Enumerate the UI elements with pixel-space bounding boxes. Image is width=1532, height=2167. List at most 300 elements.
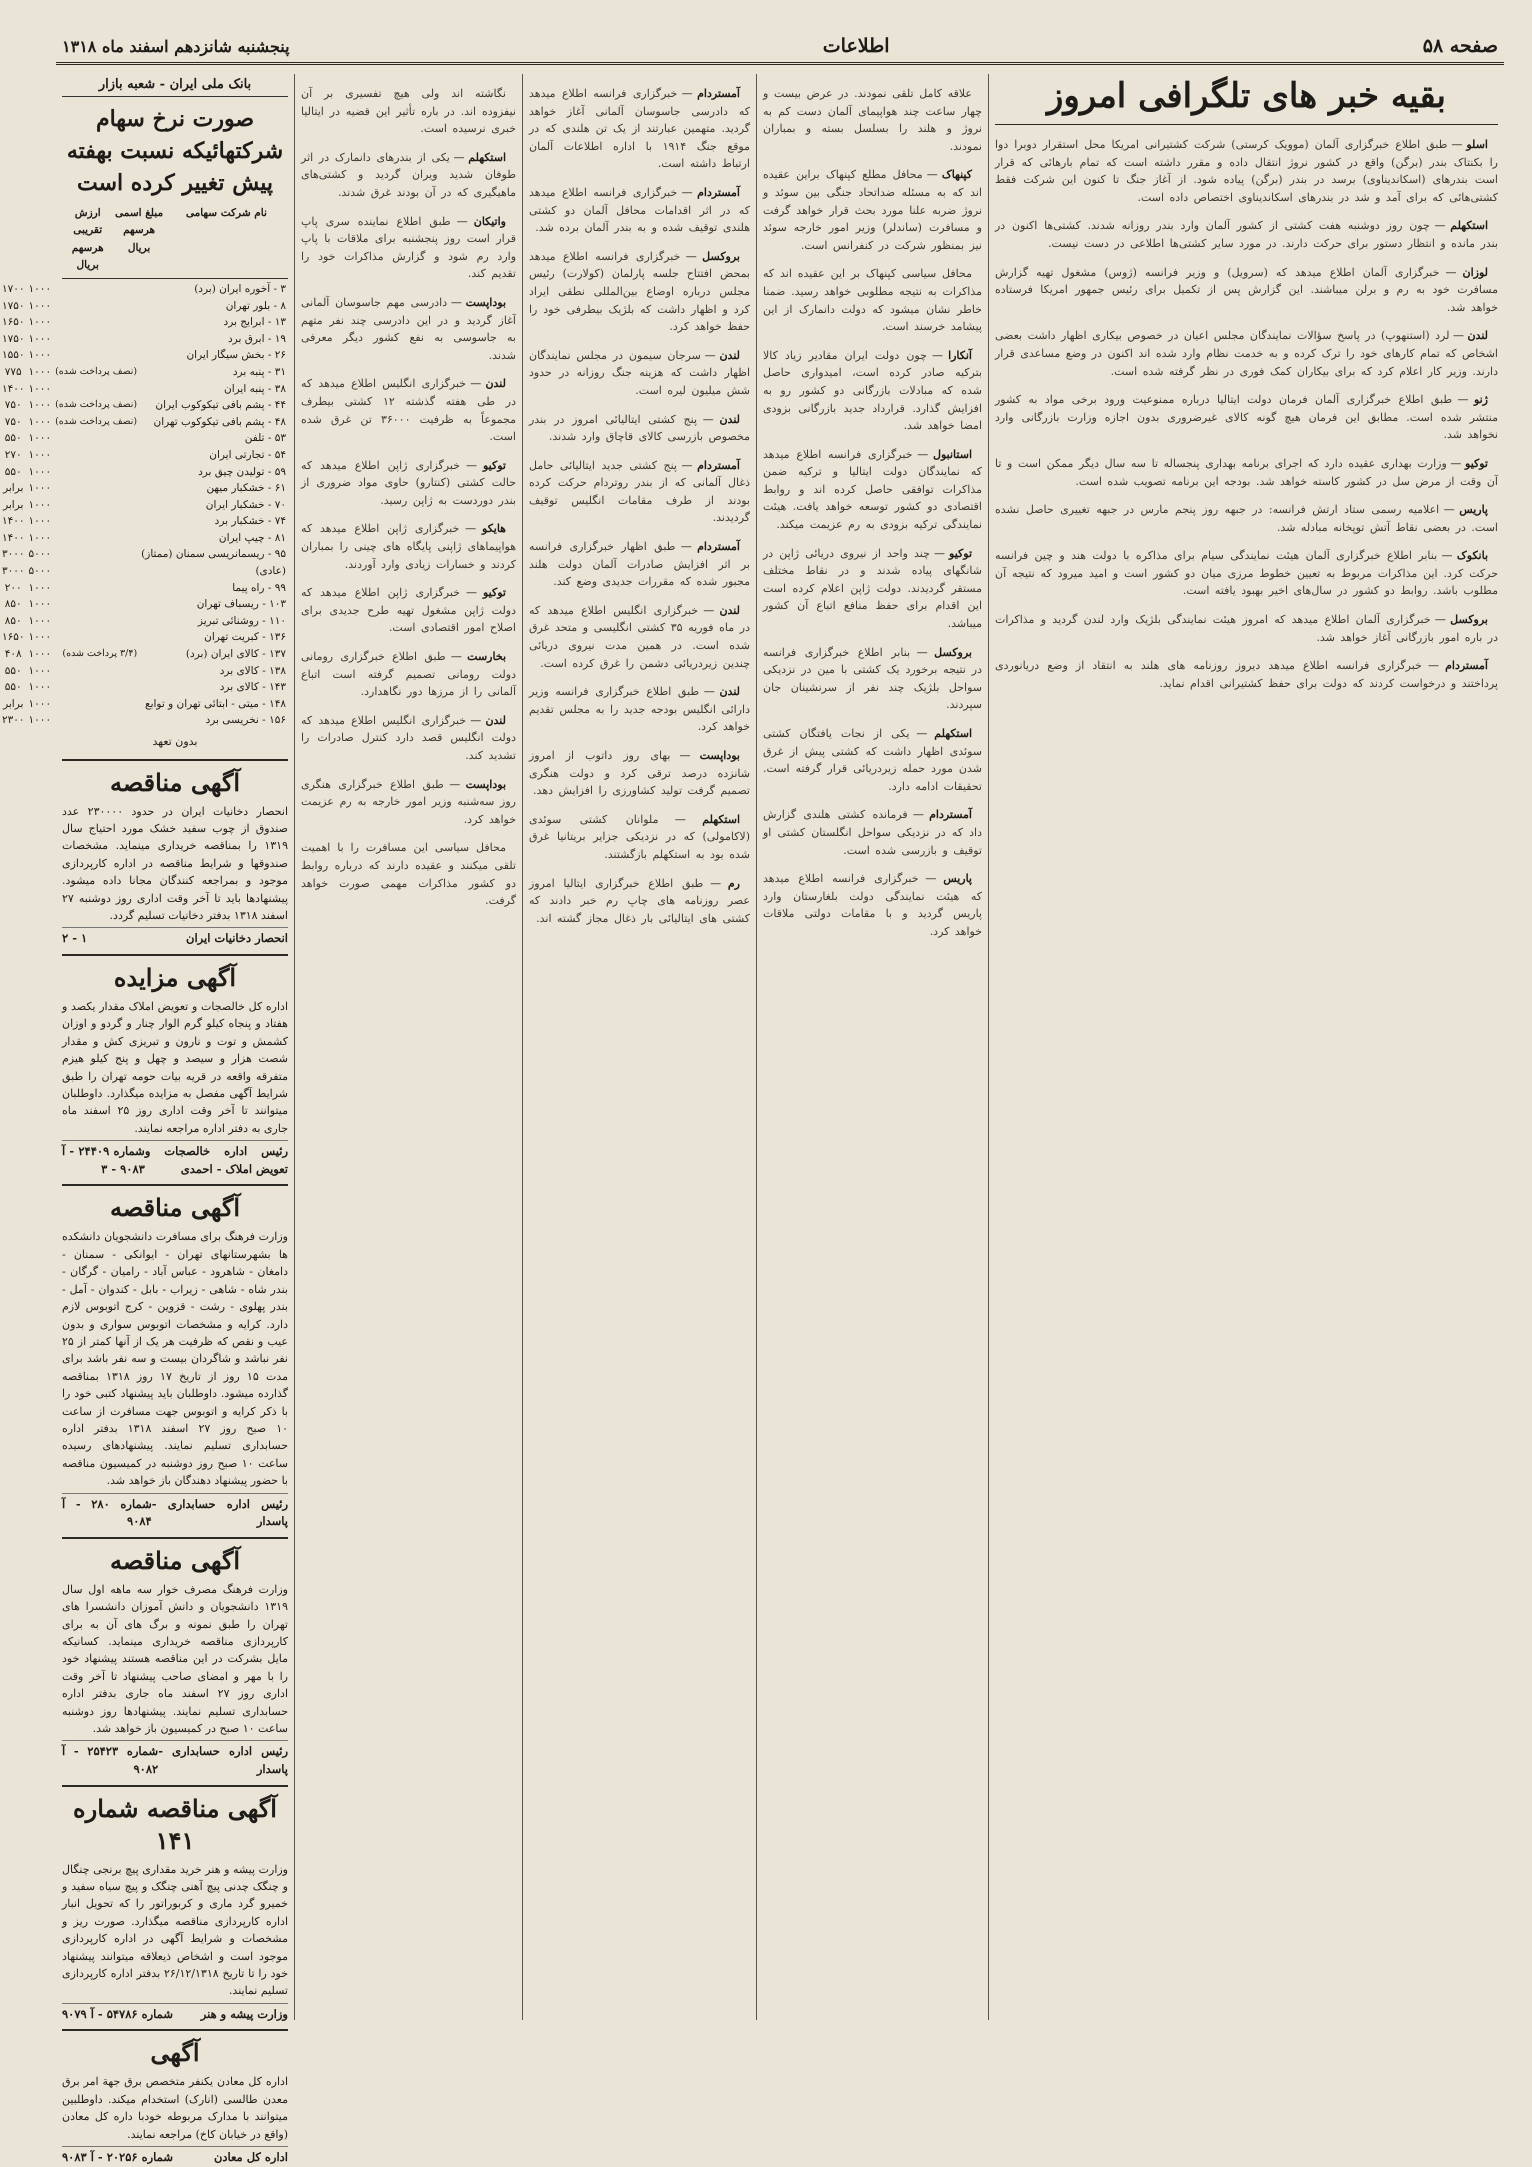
- news-item: ژنو — طبق اطلاع خبرگزاری آلمان فرمان دولت ایتالیا درباره ممنوعیت ورود برخی مواد به کشور منتشر شده است. مطابق این فرمان هیچ گونه کالای غیرضروری بدون اجازه وزارت بازرگانی وارد نخواهد شد.: [995, 393, 1498, 442]
- bank-header: بانک ملی ایران - شعبه بازار: [62, 74, 288, 97]
- company-name: ۳ - آخوره ایران (برد): [194, 282, 286, 295]
- company-name: ۹۵ - ریسمانریسی سمنان (ممتاز): [141, 548, 286, 561]
- company-name: ۹۹ - راه پیما: [232, 581, 286, 594]
- company-name: ۱۳۷ - کالای ایران (برد): [185, 648, 286, 661]
- notice-title: آگهی مزایده: [113, 963, 237, 993]
- approx-price: ۱۴۰۰: [1, 515, 25, 528]
- news-body: طبق اظهار خبرگزاری فرانسه بر اثر افزایش صادرات آلمان دولت هلند مجبور شده که مقررات جدیدی وضع کند.: [529, 540, 750, 589]
- news-dateline: بروکسل: [702, 249, 740, 263]
- news-dateline: آمستردام: [929, 808, 972, 822]
- news-dateline: هایکو: [482, 522, 506, 536]
- news-dateline: آمستردام: [697, 87, 740, 100]
- news-body: طبق اطلاع خبرگزاری هنگری روز سه‌شنبه وزیر امور خارجه به رم عزیمت خواهد کرد.: [301, 777, 516, 826]
- company-name: ۸۱ - چیپ ایران: [218, 531, 286, 544]
- news-item: استکهلم — یکی از نجات یافتگان کشتی سوئدی اظهار داشت که کشتی پیش از غرق شدن مورد حمله زیردریائی قرار گرفته است. تحقیقات ادامه دارد.: [763, 727, 982, 793]
- news-body: خبرگزاری آلمان اطلاع میدهد که (سرویل) و وزیر فرانسه (ژوس) مشغول تهیه گزارش مسافرت خود به رم و برلن میباشند. این گزارش پس از تکمیل برای رئیس جمهور امریکا فرستاده خواهد شد.: [995, 265, 1498, 314]
- news-item: آمستردام — پنج کشتی جدید ایتالیائی حامل ذغال آلمانی که از بندر روتردام حرکت کرده بودند از طرف مقامات انگلیس توقیف گردیدند.: [529, 458, 750, 525]
- news-dateline: لندن: [1467, 329, 1488, 343]
- table-row: [0, 629, 288, 646]
- news-body: وزارت بهداری عقیده دارد که اجرای برنامه بهداری پنجساله تا سه سال دیگر ممکن است و تا آن وقت از مرض سل در کشور کاسته خواهد شد. بودجه این برنامه تصویب شده است.: [995, 456, 1498, 488]
- news-dateline: بروکسل: [934, 645, 972, 659]
- news-item: پاریس — اعلامیه رسمی ستاد ارتش فرانسه: در جبهه روز پنجم مارس در جبهه تغییری حاصل نشده است. در بعضی نقاط آتش توپخانه مبادله شد.: [995, 503, 1498, 534]
- news-item: آمستردام — خبرگزاری فرانسه اطلاع میدهد دیروز روزنامه های هلند به انتقاد از وضع دریانوردی پرداختند و درخواست کردند که دولت برای حفظ کشتیرانی اقدام نماید.: [995, 659, 1498, 690]
- news-list: [995, 136, 1498, 692]
- news-item: توکیو — وزارت بهداری عقیده دارد که اجرای برنامه بهداری پنجساله تا سه سال دیگر ممکن است و تا آن وقت از مرض سل در کشور کاسته خواهد شد. بودجه این برنامه تصویب شده است.: [995, 456, 1498, 488]
- telegraph-news-column: [988, 74, 1504, 2020]
- approx-price: برابر: [3, 498, 24, 511]
- news-item: کپنهاک — محافل مطلع کپنهاک براین عقیده اند که به مسئله ضداتحاد جنگی بین سوئد و نروژ ضربه علنا مورد بحث قرار خواهد گرفت و مسافرت (ساندلر) وزیر امور خارجه سوئد نیز بمنظور شرکت در کنفرانس است.: [763, 168, 982, 252]
- ads-column: [1, 74, 294, 2165]
- news-body: پنج کشتی ایتالیائی امروز در بندر مخصوص بازرسی کالای قاچاق وارد شدند.: [529, 412, 750, 444]
- company-name: (عادی): [255, 565, 286, 578]
- news-dateline: آمستردام: [697, 458, 740, 472]
- company-name: ۱۴۸ - میتی - ابتائی تهران و توابع: [144, 697, 286, 710]
- notice-signature: [62, 1140, 288, 1178]
- news-dateline: آمستردام: [697, 185, 740, 199]
- notice-reference: ۱ - ۲: [62, 931, 88, 946]
- notice-body: اداره کل خالصجات و تعویض املاک مقدار یکصد و هفتاد و پنجاه کیلو گرم الوار چنار و گردو و اوزان کشمش و توت و نارون و تبریزی کش و مقدار شصت هزار و سیصد و چهل و پنج کیلو هیزم متفرقه واقعه در قریه بیات حومه تهران را طبق شرایط آگهی مفصل به مزایده میگذارد. داوطلبان میتوانند تا آخر وقت اداری روز ۲۵ اسفند ماه جاری به دفتر اداره مراجعه نمایند.: [62, 1000, 288, 1135]
- news-body: خبرگزاری ژاپن اطلاع میدهد که حالت کشتی (کنتارو) حاوی مواد ضروری از بندر دوردست به ژاپن رسید.: [301, 458, 516, 507]
- notice-box: [62, 1537, 288, 1779]
- news-body: بهای روز داتوب از امروز شانزده درصد ترقی کرد و دولت هنگری تصمیم گرفت تولید کشاورزی را افزایش دهد.: [529, 749, 750, 798]
- rates-table: [0, 281, 288, 729]
- news-item: بروکسل — خبرگزاری آلمان اطلاع میدهد که امروز هیئت نمایندگی بلژیک وارد لندن گردید و مذاکرات در باره امور بازرگانی آغاز خواهد شد.: [995, 613, 1498, 644]
- table-row: [0, 414, 288, 431]
- nominal-value: ۵۰۰۰: [28, 565, 52, 578]
- approx-price: ۱۷۵۰: [1, 299, 25, 312]
- table-row: [0, 712, 288, 729]
- nominal-value: ۱۰۰۰: [28, 382, 52, 395]
- approx-price: ۱۷۰۰: [1, 282, 25, 295]
- news-dateline: استکهلم: [468, 150, 506, 164]
- news-dateline: توکیو: [949, 546, 973, 560]
- table-row: [0, 397, 288, 414]
- news-item: بوداپست — بهای روز داتوب از امروز شانزده درصد ترقی کرد و دولت هنگری تصمیم گرفت تولید کشاورزی را افزایش دهد.: [529, 749, 750, 798]
- payment-note: [53, 430, 139, 447]
- table-row: [0, 663, 288, 680]
- company-name: ۵۳ - تلفن: [244, 432, 286, 445]
- notice-body: وزارت فرهنگ مصرف خوار سه ماهه اول سال ۱۳۱۹ دانشجویان و دانش آموزان دانشسرا های تهران را طبق نمونه و برگ های آن به برای کارپردازی مناقصه خریداری مینماید. کسانیکه مایل بشرکت در این مناقصه هستند پیشنهاد خود را با مهر و امضای صاحب پیشنهاد تا آخر وقت اداری روز ۲۷ اسفند ماه جاری بدفتر اداره حسابداری تسلیم نمایند. پیشنهادها روز دوشنبه ساعت ۱۰ صبح در کمیسیون باز خواهد شد.: [62, 1582, 289, 1735]
- payment-note: [53, 447, 139, 464]
- approx-price: ۱۴۰۰: [1, 382, 25, 395]
- company-name: ۱۴۳ - کالای برد: [219, 681, 286, 694]
- payment-note: [53, 497, 139, 514]
- company-name: ۱۳۶ - کبریت تهران: [204, 631, 286, 644]
- notice-body: اداره کل معادن یکنفر متخصص برق جهة امر برق معدن طالسی (انارک) استخدام میکند. داوطلبین میتوانند با مدارک مربوطه خودبا داره کل معادن (واقع در خیابان کاخ) مراجعه نمایند.: [62, 2075, 288, 2141]
- table-row: [0, 596, 288, 613]
- table-row: [0, 430, 288, 447]
- table-row: [0, 530, 288, 547]
- company-name: ۷۴ - خشکبار برد: [214, 515, 286, 528]
- payment-note: [53, 314, 139, 331]
- news-dateline: ژنو: [1473, 393, 1488, 407]
- notice-signature: [62, 2146, 288, 2167]
- news-item: استکهلم — چون روز دوشنبه هفت کشتی از کشور آلمان وارد بندر روزانه شدند. کشتی‌ها اکنون در بندر مانده و انتظار دستور برای حرکت دارند. در مورد سایر کشتی‌ها اطلاعی در دست نیست.: [995, 219, 1498, 250]
- nominal-value: ۱۰۰۰: [28, 714, 52, 727]
- news-dateline: بانکوک: [1456, 549, 1488, 563]
- approx-price: ۳۰۰۰: [1, 548, 25, 561]
- nominal-value: ۱۰۰۰: [28, 664, 52, 677]
- nominal-value: ۱۰۰۰: [28, 365, 52, 378]
- news-item: لندن — خبرگزاری انگلیس اطلاع میدهد که در ماه فوریه ۳۵ کشتی انگلیسی و متحد غرق شده است. در همین مدت نیروی دریائی چندین زیردریائی دشمن را غرق کرده است.: [529, 603, 750, 670]
- col-header-nominal: مبلغ اسمی هرسهم بریال: [115, 206, 164, 254]
- payment-note: [53, 281, 139, 298]
- news-item: آمستردام — خبرگزاری فرانسه اطلاع میدهد که دادرسی جاسوسان آلمانی آغاز خواهد گردید. متهمین عبارتند از یک تن هلندی که در موقع جنگ ۱۹۱۴ با اداره اطلاعات آلمان ارتباط داشته است.: [529, 87, 750, 171]
- approx-price: ۲۳۰۰: [1, 714, 25, 727]
- notice-title: آگهی مناقصه شماره ۱۴۱: [73, 1793, 277, 1855]
- news-dateline: بوداپست: [465, 295, 506, 309]
- page-label: صفحه ۵۸: [1422, 35, 1498, 57]
- approx-price: ۵۵۰: [4, 465, 22, 478]
- company-name: ۱۳۸ - کالای برد: [219, 664, 286, 677]
- news-dateline: لندن: [719, 685, 740, 699]
- table-row: [0, 679, 288, 696]
- news-body: ملوانان کشتی سوئدی (لاکامولی) که در نزدیکی جزایر بریتانیا غرق شده بود به استکهلم بازگشتند.: [529, 812, 750, 861]
- notice-reference: شماره ۲۸۰ - آ ۹۰۸۴: [62, 1496, 152, 1529]
- news-item: توکیو — چند واحد از نیروی دریائی ژاپن در شانگهای پیاده شدند و در نقاط مختلف مستقر گردیدند. دولت ژاپن اعلام کرده است این اقدام برای حفظ منافع اتباع آن کشور میباشد.: [763, 546, 982, 631]
- news-body: خبرگزاری فرانسه اطلاع میدهد که در اثر اقدامات محافل آلمان دو کشتی هلندی توقیف شده و به بندر آلمان برده شد.: [529, 185, 750, 235]
- payment-note: [53, 331, 139, 348]
- nominal-value: ۱۰۰۰: [28, 282, 52, 295]
- news-body: طبق اطلاع خبرگزاری آلمان فرمان دولت ایتالیا درباره ممنوعیت ورود برخی مواد به کشور منتشر شده است. مطابق این فرمان هیچ گونه کالای غیرضروری بدون اجازه وزارت بازرگانی وارد نخواهد شد.: [995, 393, 1498, 442]
- news-body: طبق اطلاع خبرگزاری فرانسه وزیر دارائی انگلیس بودجه جدید را به مجلس تقدیم خواهد کرد.: [529, 685, 750, 734]
- company-name: ۱۵۶ - نخریسی برد: [205, 714, 286, 727]
- news-dateline: استکهلم: [1450, 219, 1488, 233]
- news-list: [529, 85, 750, 927]
- table-row: [0, 563, 288, 580]
- news-item: بخارست — طبق اطلاع خبرگزاری رومانی دولت رومانی تصمیم گرفته است اتباع آلمانی را از مرزها دور نگاهدارد.: [301, 650, 516, 699]
- news-column-4: [294, 74, 522, 2020]
- company-name: ۲۶ - بخش سیگار ایران: [186, 349, 286, 362]
- approx-price: ۲۰۰: [4, 581, 22, 594]
- notice-signature: [62, 1493, 288, 1531]
- notice-signer: رئیس اداره خالصجات و تعویض املاک - احمدی: [144, 1144, 288, 1176]
- approx-price: ۵۵۰: [4, 664, 22, 677]
- news-body: بنابر اطلاع خبرگزاری فرانسه در نتیجه برخورد یک کشتی با مین در نزدیکی سواحل بلژیک چند نفر از سرنشینان جان سپردند.: [763, 645, 982, 712]
- news-body: فرمانده کشتی هلندی گزارش داد که در نزدیکی سواحل انگلستان کشتی او توقیف و بازرسی شده است.: [763, 808, 982, 857]
- nominal-value: ۱۰۰۰: [28, 465, 52, 478]
- approx-price: ۱۴۰۰: [1, 531, 25, 544]
- paper-name: اطلاعات: [822, 35, 890, 57]
- news-body: علاقه کامل تلقی نمودند. در عرض بیست و چهار ساعت چند هواپیمای آلمان دست کم به نروژ و هلند را بسلسل بسته و بمباران نمودند.: [763, 87, 982, 153]
- notice-box: [62, 954, 288, 1178]
- notice-reference: شماره ۲۵۴۲۳ - آ ۹۰۸۲: [62, 1744, 159, 1776]
- table-row: [0, 447, 288, 464]
- news-dateline: بخارست: [467, 650, 506, 664]
- nominal-value: ۱۰۰۰: [28, 482, 52, 495]
- notice-body: وزارت فرهنگ برای مسافرت دانشجویان دانشکده ها بشهرستانهای تهران - ایوانکی - سمنان - دامغان - شاهرود - عباس آباد - رامیان - گرگان - بندر شاه - شاهی - زیراب - بابل - کندوان - آمل - بندر پهلوی - رشت - قزوین - کرج اتوبوس لازم دارد. کرایه و مشخصات اتوبوس سواری و بدون عیب و نقص که ظرفیت هر یک از آنها کمتر از ۲۵ نفر نباشد و شاگردان بیست و سه نفر باشد برای مدت ۱۵ روز از تاریخ ۱۷ روز ۱۳۱۸ بمناقصه گذارده میشود. داوطلبان باید پیشنهاد کتبی خود را با ذکر کرایه و اتوبوس جهت مسافرت از ساعت ۱۰ صبح روز ۲۷ اسفند ۱۳۱۸ بدفتر اداره حسابداری تسلیم نمایند. پیشنهادهای رسیده ساعت ۱۰ صبح روز دوشنبه در کمیسیون مناقصه با حضور پیشنهاد دهندگان باز خواهد شد.: [62, 1230, 289, 1488]
- payment-note: [53, 596, 139, 613]
- news-item: [301, 839, 516, 909]
- company-name: ۵۹ - تولیدن چیق برد: [198, 465, 286, 478]
- news-dateline: لندن: [485, 377, 506, 391]
- news-body: طبق اطلاع نماینده سری پاپ قرار است روز پنجشنبه برای ملاقات با پاپ وارد رم شود و گزارش مذاکرات خود را تقدیم کند.: [301, 214, 516, 281]
- notices-list: [62, 759, 288, 2167]
- notice-signer: انحصار دخانیات ایران: [186, 931, 288, 946]
- approx-price: ۵۵۰: [4, 432, 22, 445]
- company-name: ۴۴ - پشم بافی تیکوکوب ایران: [155, 399, 286, 412]
- news-dateline: بوداپست: [465, 777, 506, 791]
- notice-title: آگهی مناقصه: [109, 767, 241, 797]
- news-item: آمستردام — طبق اظهار خبرگزاری فرانسه بر اثر افزایش صادرات آلمان دولت هلند مجبور شده که مقررات جدیدی وضع کند.: [529, 540, 750, 589]
- news-item: بانکوک — بنابر اطلاع خبرگزاری آلمان هیئت نمایندگی سیام برای مذاکره با دولت هند و چین فرانسه حرکت کرد. این مذاکرات مربوط به تعیین خطوط مرزی میان دو کشور است و امید میرود که نتیجه آن مطلوب باشد. روابط دو کشور در سال‌های اخیر بهبود یافته است.: [995, 549, 1498, 598]
- notice-signature: [62, 2003, 288, 2024]
- news-body: محافل سیاسی کپنهاک بر این عقیده اند که مذاکرات به نتیجه مطلوبی خواهد رسید. ضمنا خاطر نشان میشود که دولت دانمارک از این پیشامد خرسند است.: [763, 267, 982, 334]
- news-item: پاریس — خبرگزاری فرانسه اطلاع میدهد که هیئت نمایندگی دولت بلغارستان وارد پاریس گردید و با مقامات دولتی ملاقات خواهد کرد.: [763, 872, 982, 938]
- news-item: آمستردام — خبرگزاری فرانسه اطلاع میدهد که در اثر اقدامات محافل آلمان دو کشتی هلندی توقیف شده و به بندر آلمان برده شد.: [529, 185, 750, 235]
- company-name: ۶۱ - خشکبار میهن: [206, 482, 286, 495]
- notice-box: [62, 1785, 288, 2024]
- news-dateline: رم: [727, 876, 740, 890]
- payment-note: [53, 513, 139, 530]
- news-dateline: لندن: [719, 603, 740, 617]
- company-name: ۱۰۳ - ریسباف تهران: [196, 598, 286, 611]
- table-row: [0, 646, 288, 663]
- nominal-value: ۱۰۰۰: [28, 697, 52, 710]
- news-body: خبرگزاری فرانسه اطلاع میدهد که نمایندگان دولت ایتالیا و ترکیه ضمن مذاکرات توافقی حاصل کرده اند و روابط اقتصادی دو کشور توسعه خواهد یافت. هیئت نمایندگی ترکیه بزودی به رم عزیمت میکند.: [763, 447, 982, 532]
- approx-price: ۴۰۸: [4, 648, 22, 661]
- nominal-value: ۱۰۰۰: [28, 448, 52, 461]
- notice-title: آگهی مناقصه: [109, 1545, 241, 1575]
- notice-signature: [62, 927, 288, 948]
- table-row: [0, 314, 288, 331]
- approx-price: ۵۵۰: [4, 681, 22, 694]
- notice-signer: اداره کل معادن: [213, 2150, 288, 2165]
- table-row: [0, 480, 288, 497]
- approx-price: برابر: [3, 482, 24, 495]
- news-body: اعلامیه رسمی ستاد ارتش فرانسه: در جبهه روز پنجم مارس در جبهه تغییری حاصل نشده است. در بعضی نقاط آتش توپخانه مبادله شد.: [995, 503, 1498, 534]
- news-item: لندن — لرد (استنهوپ) در پاسخ سؤالات نمایندگان مجلس اعیان در خصوص بیکاری اظهار داشت بعضی اشخاص که تمام کارهای خود را ترک کرده و به خدمت نظام وارد شده اند اکنون در وضع مساعدی قرار دارند. وزیر کار اعلام کرد که برای بیکاران کمک فوری در نظر گرفته شده است.: [995, 329, 1498, 378]
- news-dateline: لندن: [719, 412, 740, 426]
- news-dateline: استکهلم: [702, 812, 740, 826]
- approx-price: ۱۵۵۰: [1, 349, 25, 362]
- news-dateline: واتیکان: [473, 214, 506, 228]
- nominal-value: ۱۰۰۰: [28, 614, 52, 627]
- approx-price: ۱۶۵۰: [1, 316, 25, 329]
- news-body: خبرگزاری انگلیس اطلاع میدهد که دولت انگلیس قصد دارد کنترل صادرات را تشدید کند.: [301, 713, 516, 762]
- news-dateline: آمستردام: [697, 540, 740, 554]
- news-dateline: بروکسل: [1450, 613, 1488, 627]
- approx-price: ۱۷۵۰: [1, 332, 25, 345]
- payment-note: [53, 629, 139, 646]
- news-column-3: [522, 74, 756, 2020]
- nominal-value: ۱۰۰۰: [28, 432, 52, 445]
- news-dateline: استانبول: [933, 447, 972, 461]
- payment-note: [53, 696, 139, 713]
- news-item: [763, 85, 982, 155]
- news-dateline: آنکارا: [948, 348, 972, 362]
- company-name: ۵۴ - تجارتی ایران: [209, 448, 286, 461]
- news-dateline: بوداپست: [699, 749, 740, 762]
- nominal-value: ۱۰۰۰: [28, 681, 52, 694]
- news-dateline: توکیو: [483, 458, 506, 472]
- nominal-value: ۱۰۰۰: [28, 332, 52, 345]
- nominal-value: ۱۰۰۰: [28, 581, 52, 594]
- news-dateline: توکیو: [483, 586, 506, 600]
- news-column-2: [756, 74, 988, 2020]
- notice-title: آگهی مناقصه: [109, 1193, 241, 1223]
- news-item: رم — طبق اطلاع خبرگزاری ایتالیا امروز عصر روزنامه های چاپ رم خبر دادند که کشتی های ایتالیائی بار ذغال مجاز گشته اند.: [529, 876, 750, 925]
- table-row: [0, 364, 288, 381]
- payment-note: [53, 712, 139, 729]
- news-item: آنکارا — چون دولت ایران مقادیر زیاد کالا بترکیه صادر کرده است، امیدواری حاصل شده که مبادلات بازرگانی دو کشور رو به افزایش گذارد. قرارداد جدید بازرگانی بزودی امضا خواهد شد.: [763, 348, 982, 433]
- table-row: [0, 613, 288, 630]
- company-name: ۷۰ - خشکبار ایران: [205, 498, 286, 511]
- news-body: چند واحد از نیروی دریائی ژاپن در شانگهای پیاده شدند و در نقاط مختلف مستقر گردیدند. دولت ژاپن اعلام کرده است این اقدام برای حفظ منافع اتباع آن کشور میباشد.: [763, 546, 982, 631]
- news-body: خبرگزاری فرانسه اطلاع میدهد که هیئت نمایندگی دولت بلغارستان وارد پاریس گردید و با مقامات دولتی ملاقات خواهد کرد.: [763, 872, 982, 938]
- news-body: بنابر اطلاع خبرگزاری آلمان هیئت نمایندگی سیام برای مذاکره با دولت هند و چین فرانسه حرکت کرد. این مذاکرات مربوط به تعیین خطوط مرزی میان دو کشور است و امید میرود که نتیجه آن مطلوب باشد. روابط دو کشور در سال‌های اخیر بهبود یافته است.: [995, 549, 1498, 598]
- news-item: بوداپست — طبق اطلاع خبرگزاری هنگری روز سه‌شنبه وزیر امور خارجه به رم عزیمت خواهد کرد.: [301, 777, 516, 826]
- bank-footer: بدون تعهد: [152, 735, 198, 748]
- col-header-price: ارزش تقریبی هرسهم بریال: [71, 206, 104, 272]
- nominal-value: ۱۰۰۰: [28, 648, 52, 661]
- table-row: [0, 298, 288, 315]
- payment-note: (نصف پرداخت شده): [55, 365, 138, 377]
- news-item: بروکسل — خبرگزاری فرانسه اطلاع میدهد بمحض افتتاح جلسه پارلمان (کولارت) رئیس مجلس درباره اوضاع بین‌المللی نطقی ایراد کرد و اظهار داشت که بلژیک بیطرفی خود را حفظ خواهد کرد.: [529, 249, 750, 334]
- nominal-value: ۱۰۰۰: [28, 415, 52, 428]
- approx-price: ۱۶۵۰: [1, 631, 25, 644]
- news-list: [301, 85, 516, 910]
- approx-price: برابر: [3, 697, 24, 710]
- news-dateline: استکهلم: [934, 727, 972, 740]
- news-body: یکی از بندرهای دانمارک در اثر طوفان شدید ویران گردید و کشتی‌های ماهیگیری که در آن بودند غرق شدند.: [301, 150, 516, 199]
- nominal-value: ۱۰۰۰: [28, 399, 52, 412]
- news-body: نگاشته اند ولی هیچ تفسیری بر آن نیفزوده اند. در باره تأثیر این قضیه در ایتالیا خبری نرسیده است.: [301, 87, 516, 136]
- news-list: [763, 85, 982, 941]
- news-body: خبرگزاری فرانسه اطلاع میدهد که دادرسی جاسوسان آلمانی آغاز خواهد گردید. متهمین عبارتند از یک تن هلندی که در موقع جنگ ۱۹۱۴ با اداره اطلاعات آلمان ارتباط داشته است.: [529, 87, 750, 171]
- news-item: آمستردام — فرمانده کشتی هلندی گزارش داد که در نزدیکی سواحل انگلستان کشتی او توقیف و بازرسی شده است.: [763, 808, 982, 857]
- bank-rates-box: [1, 74, 288, 751]
- approx-price: ۸۵۰: [4, 614, 22, 627]
- approx-price: ۷۵۰: [4, 415, 22, 428]
- notice-body: وزارت پیشه و هنر خرید مقداری پیچ برنجی چنگال و چنگک چدنی پیچ آهنی چنگک و پیچ سیاه سفید و خمیرو گرد ماری و کربوراتور را که تحویل انبار اداره کارپردازی مناقصه میگذارد. صورت ریز و مشخصات و شرایط آگهی در اداره کارپردازی موجود است و اشخاص ذیعلاقه میتوانند پیشنهاد خود را تا تاریخ ۲۶/۱۲/۱۳۱۸ بدفتر اداره کارپردازی تسلیم نمایند.: [62, 1862, 288, 1998]
- news-item: بروکسل — بنابر اطلاع خبرگزاری فرانسه در نتیجه برخورد یک کشتی با مین در نزدیکی سواحل بلژیک چند نفر از سرنشینان جان سپردند.: [763, 645, 982, 712]
- news-item: توکیو — خبرگزاری ژاپن اطلاع میدهد که حالت کشتی (کنتارو) حاوی مواد ضروری از بندر دوردست به ژاپن رسید.: [301, 458, 516, 507]
- news-body: سرجان سیمون در مجلس نمایندگان اظهار داشت که هزینه جنگ روزانه در حدود شش میلیون لیره است.: [529, 348, 750, 397]
- payment-note: (نصف پرداخت شده): [55, 399, 138, 411]
- news-body: خبرگزاری انگلیس اطلاع میدهد که در طی هفته گذشته ۱۲ کشتی بیطرف مجموعاً به ظرفیت ۳۶۰۰۰ تن غرق شده است.: [301, 377, 516, 444]
- notice-box: [62, 759, 288, 948]
- approx-price: ۳۰۰۰: [1, 565, 25, 578]
- news-item: لندن — سرجان سیمون در مجلس نمایندگان اظهار داشت که هزینه جنگ روزانه در حدود شش میلیون لیره است.: [529, 348, 750, 397]
- news-item: لوزان — خبرگزاری آلمان اطلاع میدهد که (سرویل) و وزیر فرانسه (ژوس) مشغول تهیه گزارش مسافرت خود به رم و برلن میباشند. این گزارش پس از تکمیل برای رئیس جمهور امریکا فرستاده خواهد شد.: [995, 265, 1498, 314]
- news-item: [763, 265, 982, 335]
- notice-signer: رئیس اداره حسابداری - پاسدار: [158, 1744, 288, 1776]
- news-body: طبق اطلاع خبرگزاری ایتالیا امروز عصر روزنامه های چاپ رم خبر دادند که کشتی های ایتالیائی بار ذغال مجاز گشته اند.: [529, 876, 750, 925]
- col-header-name: نام شرکت سهامی: [185, 206, 267, 219]
- nominal-value: ۱۰۰۰: [28, 631, 52, 644]
- table-row: [0, 281, 288, 298]
- table-row: [0, 497, 288, 514]
- news-item: استکهلم — یکی از بندرهای دانمارک در اثر طوفان شدید ویران گردید و کشتی‌های ماهیگیری که در آن بودند غرق شدند.: [301, 150, 516, 199]
- notice-box: [62, 1184, 288, 1530]
- news-body: خبرگزاری فرانسه اطلاع میدهد دیروز روزنامه های هلند به انتقاد از وضع دریانوردی پرداختند و درخواست کردند که دولت برای حفظ کشتیرانی اقدام نماید.: [995, 659, 1498, 690]
- table-row: [0, 347, 288, 364]
- news-item: لندن — خبرگزاری انگلیس اطلاع میدهد که در طی هفته گذشته ۱۲ کشتی بیطرف مجموعاً به ظرفیت ۳۶۰۰۰ تن غرق شده است.: [301, 377, 516, 444]
- notice-signer: رئیس اداره حسابداری - پاسدار: [151, 1496, 288, 1529]
- news-dateline: پاریس: [1459, 503, 1488, 517]
- news-item: توکیو — خبرگزاری ژاپن اطلاع میدهد که دولت ژاپن مشغول تهیه طرح جدیدی برای اصلاح امور اقتصادی است.: [301, 586, 516, 635]
- news-dateline: کپنهاک: [941, 168, 972, 182]
- notice-signer: وزارت پیشه و هنر: [200, 2006, 288, 2021]
- news-body: چون روز دوشنبه هفت کشتی از کشور آلمان وارد بندر روزانه شدند. کشتی‌ها اکنون در بندر مانده و انتظار دستور برای حرکت دارند. در مورد سایر کشتی‌ها اطلاعی در دست نیست.: [995, 219, 1498, 250]
- notice-box: [62, 2029, 288, 2166]
- nominal-value: ۱۰۰۰: [28, 498, 52, 511]
- column-area: [1, 74, 1504, 2165]
- notice-reference: شماره ۵۴۷۸۶ - آ ۹۰۷۹: [62, 2006, 173, 2021]
- news-body: خبرگزاری فرانسه اطلاع میدهد بمحض افتتاح جلسه پارلمان (کولارت) رئیس مجلس درباره اوضاع بین‌المللی نطقی ایراد کرد و اظهار داشت که بلژیک بیطرفی خود را حفظ خواهد کرد.: [529, 249, 750, 334]
- payment-note: [53, 613, 139, 630]
- company-name: ۱۳ - ابرایج برد: [223, 316, 286, 329]
- news-body: چون دولت ایران مقادیر زیاد کالا بترکیه صادر کرده است، امیدواری حاصل شده که مبادلات بازرگانی دو کشور رو به افزایش گذارد. قرارداد جدید بازرگانی بزودی امضا خواهد شد.: [763, 348, 982, 433]
- notice-title: آگهی: [150, 2038, 200, 2068]
- news-body: یکی از نجات یافتگان کشتی سوئدی اظهار داشت که کشتی پیش از غرق شدن مورد حمله زیردریائی قرار گرفته است. تحقیقات ادامه دارد.: [763, 727, 982, 793]
- news-body: طبق اطلاع خبرگزاری رومانی دولت رومانی تصمیم گرفته است اتباع آلمانی را از مرزها دور نگاهدارد.: [301, 650, 516, 699]
- payment-note: [53, 663, 139, 680]
- news-item: اسلو — طبق اطلاع خبرگزاری آلمان (موویک کرستی) شرکت کشتیرانی امریکا محل استقرار دوبرا دوا را بکنتاک بندر (برگن) واقع در کشور نروژ انتقال داده و مقرر داشته است که تمام بارهائی که قرار است بندرهای (اسکاندیناوی) برسد در بندر (برگن) پیاده شود. از آغاز جنگ تا کنون این شرکت فقط کشتی‌هائی که برای آمد و شد در بندرهای اسکاندیناوی اختصاص داده است.: [995, 138, 1498, 204]
- bank-column-headers: [62, 205, 288, 279]
- payment-note: (۳/۴ پرداخت شده): [62, 648, 138, 660]
- approx-price: ۷۵۰: [4, 399, 22, 412]
- news-body: خبرگزاری انگلیس اطلاع میدهد که در ماه فوریه ۳۵ کشتی انگلیسی و متحد غرق شده است. در همین مدت نیروی دریائی چندین زیردریائی دشمن را غرق کرده است.: [529, 603, 750, 670]
- nominal-value: ۱۰۰۰: [28, 515, 52, 528]
- payment-note: [53, 347, 139, 364]
- nominal-value: ۱۰۰۰: [28, 598, 52, 611]
- news-body: پنج کشتی جدید ایتالیائی حامل ذغال آلمانی که از بندر روتردام حرکت کرده بودند از طرف مقامات انگلیس توقیف گردیدند.: [529, 458, 750, 525]
- table-row: [0, 331, 288, 348]
- table-row: [0, 381, 288, 398]
- news-item: لندن — پنج کشتی ایتالیائی امروز در بندر مخصوص بازرسی کالای قاچاق وارد شدند.: [529, 412, 750, 444]
- table-row: [0, 580, 288, 597]
- payment-note: [53, 480, 139, 497]
- nominal-value: ۱۰۰۰: [28, 349, 52, 362]
- news-dateline: توکیو: [1465, 456, 1488, 470]
- page-headline: بقیه خبر های تلگرافی امروز: [995, 74, 1498, 125]
- bank-title: صورت نرخ سهام شرکتهائیکه نسبت بهفته پیش تغییر کرده است: [66, 105, 284, 196]
- company-name: ۳۱ - پنبه برد: [232, 365, 286, 378]
- news-item: لندن — طبق اطلاع خبرگزاری فرانسه وزیر دارائی انگلیس بودجه جدید را به مجلس تقدیم خواهد کرد.: [529, 685, 750, 734]
- news-body: خبرگزاری ژاپن اطلاع میدهد که دولت ژاپن مشغول تهیه طرح جدیدی برای اصلاح امور اقتصادی است.: [301, 586, 516, 635]
- payment-note: [53, 464, 139, 481]
- news-dateline: اسلو: [1466, 138, 1488, 151]
- payment-note: [53, 546, 139, 563]
- news-dateline: لوزان: [1462, 265, 1488, 279]
- news-item: لندن — خبرگزاری انگلیس اطلاع میدهد که دولت انگلیس قصد دارد کنترل صادرات را تشدید کند.: [301, 713, 516, 762]
- news-item: هایکو — خبرگزاری ژاپن اطلاع میدهد که هواپیماهای ژاپنی پایگاه های چینی را بمباران کردند و خسارات زیادی وارد آوردند.: [301, 522, 516, 571]
- nominal-value: ۵۰۰۰: [28, 548, 52, 561]
- notice-signature: [62, 1740, 288, 1778]
- company-name: ۴۸ - پشم بافی تیکوکوب تهران: [153, 415, 286, 428]
- table-row: [0, 464, 288, 481]
- company-name: ۱۱۰ - روشنائی تبریز: [197, 614, 286, 627]
- news-body: لرد (استنهوپ) در پاسخ سؤالات نمایندگان مجلس اعیان در خصوص بیکاری اظهار داشت بعضی اشخاص که تمام کارهای خود را ترک کرده و به خدمت نظام وارد شده اند اکنون در وضع مساعدی قرار دارند. وزیر کار اعلام کرد که برای بیکاران کمک فوری در نظر گرفته شده است.: [995, 329, 1498, 378]
- payment-note: (نصف پرداخت شده): [55, 415, 138, 427]
- nominal-value: ۱۰۰۰: [28, 316, 52, 329]
- notice-body: انحصار دخانیات ایران در حدود ۲۳۰۰۰۰ عدد صندوق از چوب سفید خشک مورد احتیاج سال ۱۳۱۹ را بمناقصه خریداری مینماید. مشخصات صندوقها و شرایط مناقصه در اداره کارپردازی موجود و بمراجعه کنندگان مجانا داده میشود. پیشنهادها باید تا آخر وقت اداری روز دوشنبه ۲۷ اسفند ۱۳۱۸ بدفتر دخانیات تسلیم گردد.: [62, 804, 289, 923]
- news-dateline: پاریس: [943, 872, 972, 886]
- payment-note: [53, 580, 139, 597]
- news-item: استانبول — خبرگزاری فرانسه اطلاع میدهد که نمایندگان دولت ایتالیا و ترکیه ضمن مذاکرات توافقی حاصل کرده اند و روابط اقتصادی دو کشور توسعه خواهد یافت. هیئت نمایندگی ترکیه بزودی به رم عزیمت میکند.: [763, 447, 982, 532]
- news-item: واتیکان — طبق اطلاع نماینده سری پاپ قرار است روز پنجشنبه برای ملاقات با پاپ وارد رم شود و گزارش مذاکرات خود را تقدیم کند.: [301, 214, 516, 281]
- nominal-value: ۱۰۰۰: [28, 531, 52, 544]
- notice-reference: شماره ۲۴۴۰۹ - آ ۹۰۸۳ - ۳: [62, 1144, 145, 1176]
- news-body: محافل سیاسی این مسافرت را با اهمیت تلقی میکنند و عقیده دارند که درباره روابط دو کشور مذاکرات مهمی صورت خواهد گرفت.: [301, 841, 516, 908]
- news-body: خبرگزاری ژاپن اطلاع میدهد که هواپیماهای ژاپنی پایگاه های چینی را بمباران کردند و خسارات زیادی وارد آوردند.: [301, 522, 516, 571]
- news-body: محافل مطلع کپنهاک براین عقیده اند که به مسئله ضداتحاد جنگی بین سوئد و نروژ ضربه علنا مورد بحث قرار خواهد گرفت و مسافرت (ساندلر) وزیر امور خارجه سوئد نیز بمنظور شرکت در کنفرانس است.: [763, 168, 982, 252]
- nominal-value: ۱۰۰۰: [28, 299, 52, 312]
- approx-price: ۷۷۵: [4, 365, 22, 378]
- company-name: ۱۹ - ابرق برد: [227, 332, 286, 345]
